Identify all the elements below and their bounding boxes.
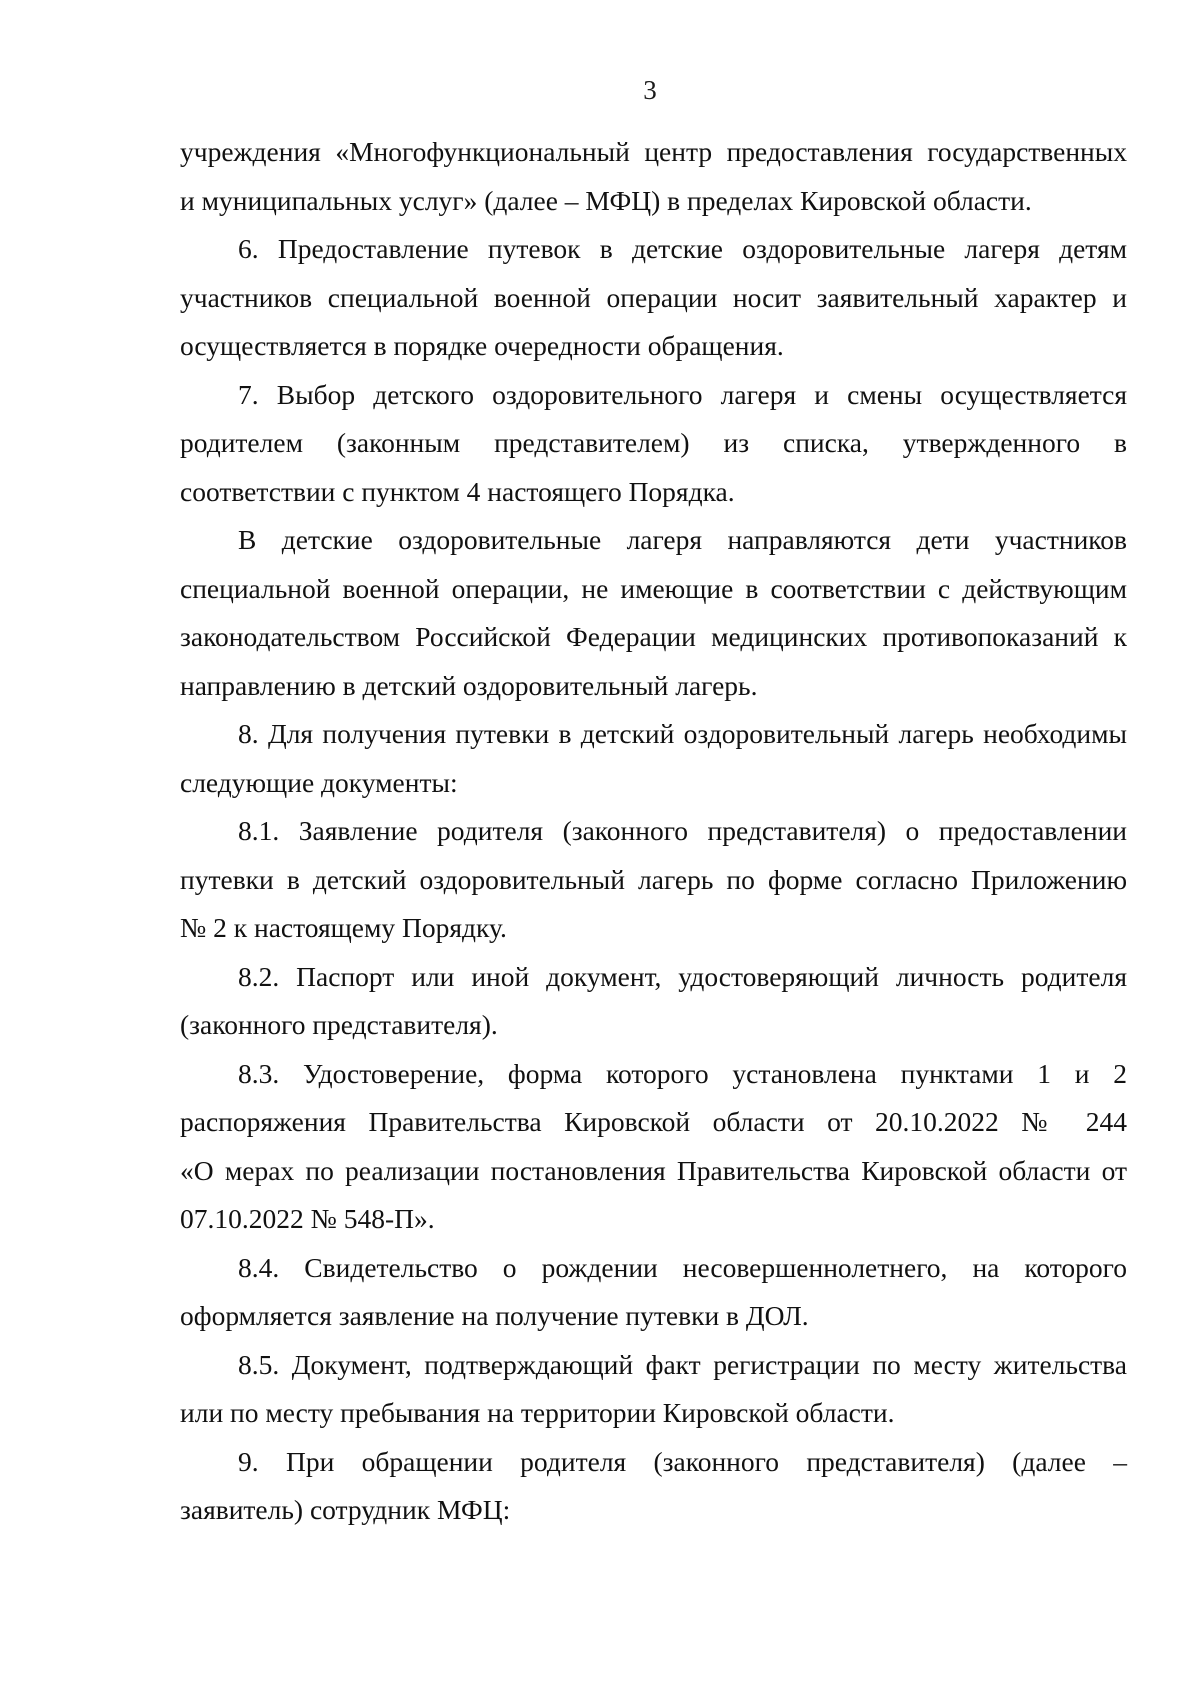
text-line: следующие документы: <box>180 766 458 798</box>
text-line: соответствии с пунктом 4 настоящего Порядка. <box>180 475 735 507</box>
text-line: учреждения «Многофункциональный центр предоставления государственных <box>180 136 1127 167</box>
paragraph-item-8 <box>180 710 1127 807</box>
text-line: путевки в детский оздоровительный лагерь по форме согласно Приложению <box>180 863 1127 895</box>
paragraph-item-8-3 <box>180 1050 1127 1244</box>
text-line: специальной военной операции, не имеющие в соответствии с действующим <box>180 572 1127 604</box>
paragraph-item-7-continued <box>180 516 1127 710</box>
document-body <box>180 128 1127 1535</box>
text-line: (законного представителя). <box>180 1009 498 1040</box>
text-line: участников специальной военной операции носит заявительный характер и <box>180 281 1127 313</box>
text-line: 8.4. Свидетельство о рождении несовершеннолетнего, на которого <box>238 1251 1127 1283</box>
text-line: заявитель) сотрудник МФЦ: <box>180 1494 511 1525</box>
page-number: 3 <box>643 75 657 105</box>
paragraph-item-8-4 <box>180 1244 1127 1341</box>
paragraph-item-9 <box>180 1438 1127 1535</box>
text-line: В детские оздоровительные лагеря направляются дети участников <box>238 524 1127 555</box>
text-line: 8. Для получения путевки в детский оздоровительный лагерь необходимы <box>238 718 1127 749</box>
text-line: 7. Выбор детского оздоровительного лагеря и смены осуществляется <box>238 378 1127 410</box>
text-line: 9. При обращении родителя (законного представителя) (далее – <box>238 1445 1127 1477</box>
paragraph-item-8-1 <box>180 807 1127 953</box>
text-line: № 2 к настоящему Порядку. <box>180 912 507 943</box>
text-line: оформляется заявление на получение путевки в ДОЛ. <box>180 1300 809 1331</box>
text-line: 6. Предоставление путевок в детские оздоровительные лагеря детям <box>238 233 1127 264</box>
text-line: «О мерах по реализации постановления Правительства Кировской области от <box>180 1154 1127 1186</box>
text-line: 8.1. Заявление родителя (законного представителя) о предоставлении <box>238 815 1127 846</box>
text-line: осуществляется в порядке очередности обращения. <box>180 330 784 361</box>
text-line: 07.10.2022 № 548-П». <box>180 1203 435 1234</box>
text-line: или по месту пребывания на территории Кировской области. <box>180 1397 895 1428</box>
text-line: и муниципальных услуг» (далее – МФЦ) в пределах Кировской области. <box>180 184 1032 216</box>
text-line: 8.2. Паспорт или иной документ, удостоверяющий личность родителя <box>238 960 1127 992</box>
text-line: распоряжения Правительства Кировской области от 20.10.2022 № 244 <box>180 1106 1127 1137</box>
text-line: законодательством Российской Федерации медицинских противопоказаний к <box>180 621 1127 652</box>
text-line: родителем (законным представителем) из списка, утвержденного в <box>180 427 1127 458</box>
paragraph-item-8-5 <box>180 1341 1127 1438</box>
paragraph-item-7 <box>180 371 1127 517</box>
paragraph-item-6 <box>180 225 1127 371</box>
text-line: 8.5. Документ, подтверждающий факт регистрации по месту жительства <box>238 1348 1127 1380</box>
paragraph-intro-continuation <box>180 128 1127 225</box>
text-line: 8.3. Удостоверение, форма которого установлена пунктами 1 и 2 <box>238 1057 1127 1089</box>
paragraph-item-8-2 <box>180 953 1127 1050</box>
text-line: направлению в детский оздоровительный лагерь. <box>180 669 758 701</box>
